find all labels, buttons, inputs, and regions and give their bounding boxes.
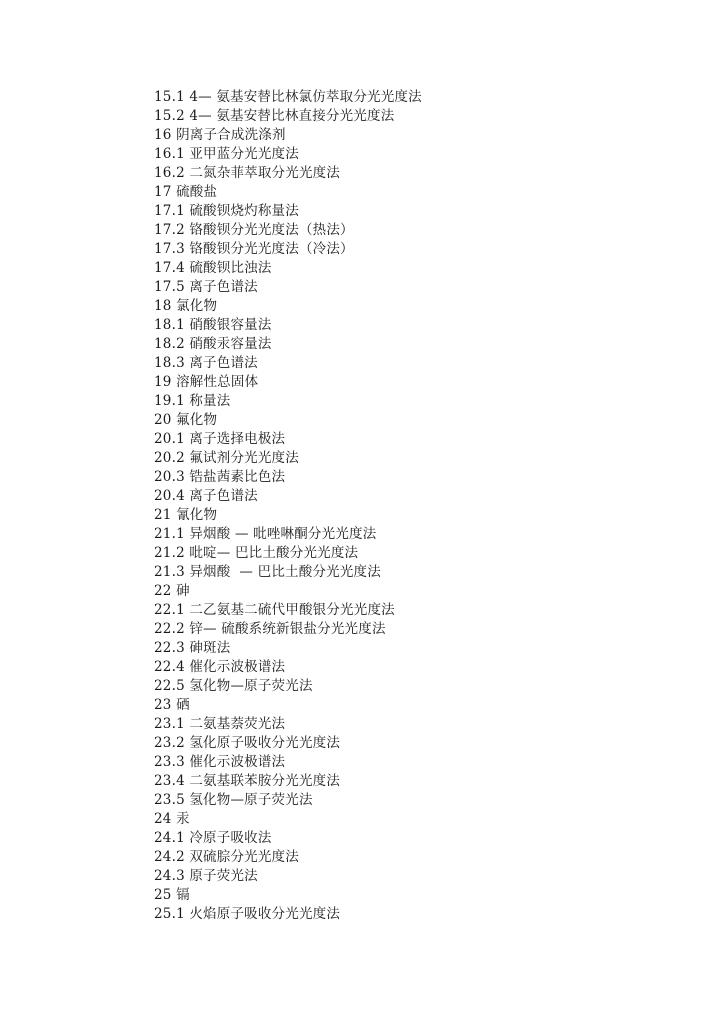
toc-entry: 16.2 二氮杂菲萃取分光光度法: [154, 165, 341, 181]
toc-entry: 17.3 铬酸钡分光光度法（冷法）: [154, 241, 354, 257]
toc-section-heading: 21 氰化物: [154, 507, 218, 523]
toc-entry: 17.5 离子色谱法: [154, 279, 258, 295]
toc-section-heading: 19 溶解性总固体: [154, 374, 259, 390]
toc-section-heading: 17 硫酸盐: [154, 184, 218, 200]
toc-entry: 23.2 氢化原子吸收分光光度法: [154, 735, 341, 751]
toc-entry: 18.1 硝酸银容量法: [154, 317, 272, 333]
toc-entry: 17.4 硫酸钡比浊法: [154, 260, 272, 276]
toc-entry: 23.5 氢化物—原子荧光法: [154, 792, 313, 808]
toc-entry: 23.1 二氨基萘荧光法: [154, 716, 286, 732]
toc-entry: 24.1 冷原子吸收法: [154, 830, 272, 846]
toc-section-heading: 24 汞: [154, 811, 190, 827]
toc-entry: 20.3 锆盐茜素比色法: [154, 469, 286, 485]
toc-entry: 22.2 锌— 硫酸系统新银盐分光光度法: [154, 621, 386, 637]
toc-entry: 22.4 催化示波极谱法: [154, 659, 286, 675]
toc-entry: 20.2 氟试剂分光光度法: [154, 450, 299, 466]
toc-entry: 17.1 硫酸钡烧灼称量法: [154, 203, 299, 219]
toc-section-heading: 23 硒: [154, 697, 190, 713]
toc-entry: 18.2 硝酸汞容量法: [154, 336, 272, 352]
toc-entry: 21.1 异烟酸 — 吡唑啉酮分光光度法: [154, 526, 377, 542]
toc-entry: 16.1 亚甲蓝分光光度法: [154, 146, 299, 162]
toc-section-heading: 16 阴离子合成洗涤剂: [154, 127, 286, 143]
toc-entry: 24.2 双硫腙分光光度法: [154, 849, 299, 865]
toc-entry: 20.1 离子选择电极法: [154, 431, 286, 447]
toc-entry: 24.3 原子荧光法: [154, 868, 258, 884]
toc-entry: 19.1 称量法: [154, 393, 231, 409]
toc-entry: 15.1 4— 氨基安替比林氯仿萃取分光光度法: [154, 89, 422, 105]
table-of-contents: [154, 88, 422, 924]
toc-entry: 22.1 二乙氨基二硫代甲酸银分光光度法: [154, 602, 395, 618]
toc-entry: 21.3 异烟酸 — 巴比土酸分光光度法: [154, 564, 381, 580]
toc-section-heading: 25 镉: [154, 887, 190, 903]
toc-entry: 23.4 二氨基联苯胺分光光度法: [154, 773, 341, 789]
toc-entry: 22.5 氢化物—原子荧光法: [154, 678, 313, 694]
toc-entry: 21.2 吡啶— 巴比土酸分光光度法: [154, 545, 359, 561]
toc-entry: 17.2 铬酸钡分光光度法（热法）: [154, 222, 354, 238]
toc-section-heading: 18 氯化物: [154, 298, 218, 314]
toc-entry: 22.3 砷斑法: [154, 640, 231, 656]
toc-entry: 15.2 4— 氨基安替比林直接分光光度法: [154, 108, 395, 124]
toc-section-heading: 22 砷: [154, 583, 190, 599]
toc-entry: 23.3 催化示波极谱法: [154, 754, 286, 770]
toc-section-heading: 20 氟化物: [154, 412, 218, 428]
toc-entry: 20.4 离子色谱法: [154, 488, 258, 504]
toc-entry: 25.1 火焰原子吸收分光光度法: [154, 906, 341, 922]
toc-entry: 18.3 离子色谱法: [154, 355, 258, 371]
